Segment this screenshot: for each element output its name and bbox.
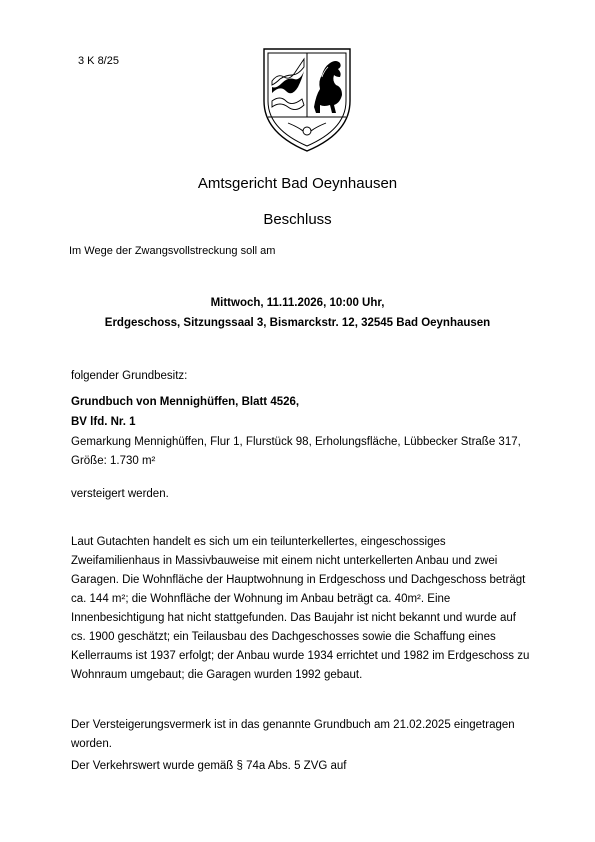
intro-text: Im Wege der Zwangsvollstreckung soll am — [69, 245, 276, 257]
property-label: folgender Grundbesitz: — [71, 370, 188, 382]
auction-location: Erdgeschoss, Sitzungssaal 3, Bismarckstr. 12, 32545 Bad Oeynhausen — [104, 317, 491, 329]
registration-note: Der Versteigerungsvermerk ist in das genannte Grundbuch am 21.02.2025 eingetragen worden. — [71, 719, 515, 750]
market-value-text: Der Verkehrswert wurde gemäß § 74a Abs. 5 ZVG auf — [71, 760, 347, 772]
auction-date: Mittwoch, 11.11.2026, 10:00 Uhr, — [210, 297, 385, 309]
property-description: Laut Gutachten handelt es sich um ein teilunterkellertes, eingeschossiges Zweifamilienhaus in Massivbauweise mit einem nicht unterkellerten Anbau und zwei Garagen. Die Wohnfläche der Hauptwohnung in Erdgeschoss und Dachgeschoss beträgt ca. 144 m²; die Wohnfläche der Wohnung im Anbau beträgt ca. 40m². Eine Innenbesichtigung hat nicht stattgefunden. Das Baujahr ist nicht bekannt und wurde auf cs. 1900 geschätzt; ein Teilausbau des Dachgeschosses sowie die Schaffung eines Kellerraums ist 1937 erfolgt; der Anbau wurde 1934 errichtet und 1982 im Erdgeschoss zu Wohnraum umgebaut; die Garagen wurden 1992 gebaut. — [71, 536, 530, 681]
court-name: Amtsgericht Bad Oeynhausen — [197, 175, 398, 192]
land-register: Grundbuch von Mennighüffen, Blatt 4526, — [71, 396, 300, 408]
document-title: Beschluss — [263, 211, 332, 228]
case-number: 3 K 8/25 — [78, 55, 119, 67]
auctioned-text: versteigert werden. — [71, 488, 169, 500]
parcel-description: Gemarkung Mennighüffen, Flur 1, Flurstück 98, Erholungsfläche, Lübbecker Straße 317, Größe: 1.730 m² — [71, 436, 521, 467]
coat-of-arms-emblem — [258, 41, 356, 153]
bv-number: BV lfd. Nr. 1 — [71, 416, 136, 428]
